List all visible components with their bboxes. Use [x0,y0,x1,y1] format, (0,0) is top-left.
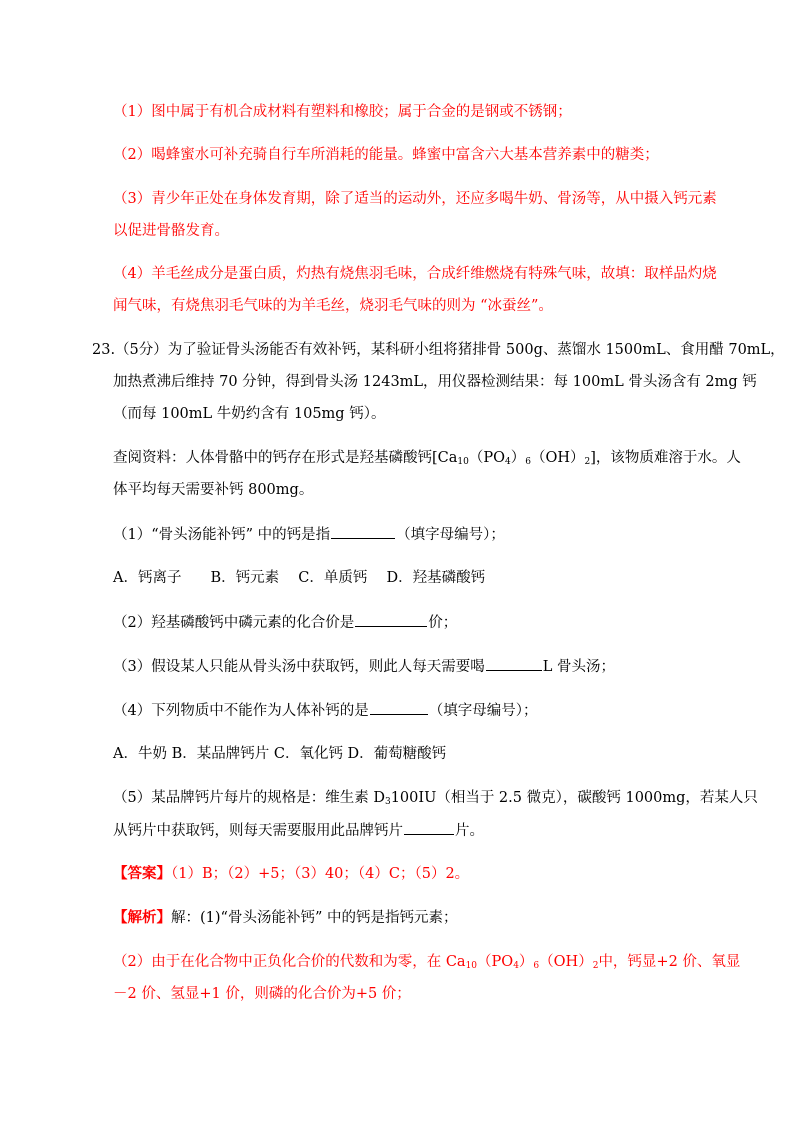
analysis-text: （OH） [539,954,593,970]
analysis-p2-line2: －2 价、氢显+1 价，则磷的化合价为+5 价； [113,986,411,1002]
question-23-line3: （而每 100mL 牛奶约含有 105mg 钙）。 [113,406,386,422]
reference-info-text: （PO [468,450,506,466]
answer-blank[interactable] [370,700,428,715]
analysis-tag: 【解析】 [113,909,171,926]
subquestion-text: L 骨头汤； [542,659,615,675]
analysis-text: 中，钙显+2 价、氧显 [598,954,741,970]
subquestion-text: 片。 [455,823,484,839]
subquestion-4 [113,700,537,721]
analysis-text: ） [518,954,534,970]
subquestion-text: （1）“骨头汤能补钙” 中的钙是指 [113,527,331,543]
analysis-text: （2）由于在化合物中正负化合价的代数和为零，在 Ca [113,954,466,970]
subquestion-1 [113,524,505,545]
subscript: 6 [533,961,540,971]
subquestion-5-line2 [113,820,484,841]
reference-info-text: 查阅资料：人体骨骼中的钙存在形式是羟基磷酸钙[Ca [113,450,458,466]
reference-info-text: （OH） [530,450,585,466]
subquestion-2 [113,612,457,633]
answer-prev-p3-line2: 以促进骨骼发育。 [113,223,229,239]
question-23-line2: 加热煮沸后维持 70 分钟，得到骨头汤 1243mL，用仪器检测结果：每 100mL 骨头汤含有 2mg 钙 [113,374,757,390]
subscript: 4 [513,961,519,971]
answer-blank[interactable] [355,612,427,627]
reference-info-line1 [113,448,741,468]
answer-line [113,864,469,884]
subscript: 2 [584,457,591,467]
subscript: 2 [592,961,599,971]
answer-prev-p4-line1: （4）羊毛丝成分是蛋白质，灼热有烧焦羽毛味，合成纤维燃烧有特殊气味，故填：取样品灼烧 [113,266,717,282]
subquestion-text: （填字母编号）； [428,703,538,719]
subquestion-text: （4）下列物质中不能作为人体补钙的是 [113,703,369,719]
answer-prev-p2: （2）喝蜂蜜水可补充骑自行车所消耗的能量。蜂蜜中富含六大基本营养素中的糖类； [113,147,659,163]
subquestion-text: 价； [428,615,458,631]
subquestion-text: （5）某品牌钙片每片的规格是：维生素 D [113,790,385,806]
answer-blank[interactable] [486,656,542,671]
answer-blank[interactable] [331,524,395,539]
answer-prev-p4-line2: 闻气味，有烧焦羽毛气味的为羊毛丝，烧羽毛气味的则为 “冰蚕丝”。 [113,298,553,314]
subquestion-text: （填字母编号）； [396,527,505,543]
question-23-line1: 23.（5分）为了验证骨头汤能否有效补钙，某科研小组将猪排骨 500g、蒸馏水 1500mL、食用醋 70mL， [92,342,785,358]
subquestion-text: 100IU（相当于 2.5 微克），碳酸钙 1000mg，若某人只 [390,790,758,806]
subquestion-text: 从钙片中获取钙，则每天需要服用此品牌钙片 [113,823,403,839]
subquestion-5-line1 [113,788,758,808]
reference-info-line2: 体平均每天需要补钙 800mg。 [113,482,314,498]
subscript: 10 [457,457,469,467]
subscript: 6 [525,457,531,467]
answer-prev-p3-line1: （3）青少年正处在身体发育期，除了适当的运动外，还应多喝牛奶、骨汤等，从中摄入钙元素 [113,191,717,207]
subscript: 4 [505,457,511,467]
subquestion-1-options: A．钙离子 B．钙元素 C．单质钙 D．羟基磷酸钙 [113,570,486,586]
analysis-text: 解：(1)“骨头汤能补钙” 中的钙是指钙元素； [171,910,458,926]
reference-info-text: ]，该物质难溶于水。人 [590,450,741,466]
answer-text: （1）B；（2）+5；（3）40；（4）C；（5）2。 [171,866,470,882]
subquestion-3 [113,656,615,677]
answer-blank[interactable] [404,820,454,835]
subscript: 10 [465,961,478,971]
subquestion-4-options: A．牛奶 B．某品牌钙片 C．氧化钙 D．葡萄糖酸钙 [113,746,447,762]
answer-tag: 【答案】 [113,865,171,882]
answer-prev-p1: （1）图中属于有机合成材料有塑料和橡胶；属于合金的是钢或不锈钢； [113,104,572,120]
analysis-line1 [113,908,457,928]
subscript: 3 [384,797,391,807]
analysis-text: （PO [477,954,514,970]
subquestion-text: （2）羟基磷酸钙中磷元素的化合价是 [113,615,355,631]
analysis-p2-line1 [113,952,740,972]
subquestion-text: （3）假设某人只能从骨头汤中获取钙，则此人每天需要喝 [113,659,485,675]
reference-info-text: ） [510,450,526,466]
